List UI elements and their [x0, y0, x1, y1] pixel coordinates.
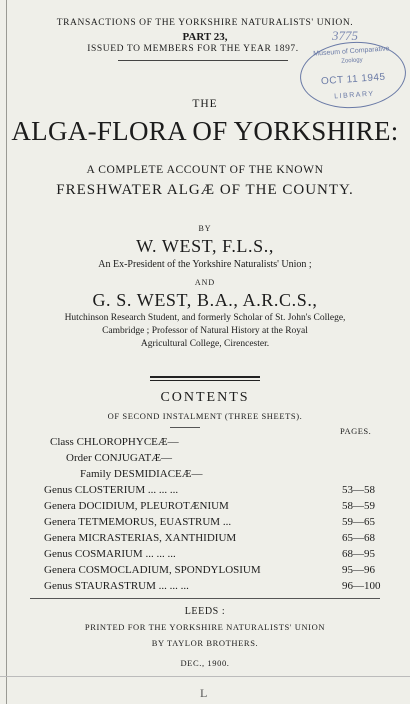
- stamp-date: OCT 11 1945: [320, 71, 386, 88]
- header-rule: [118, 60, 288, 61]
- entry-pages: 53—58: [342, 484, 375, 496]
- author2-desc-line2: Cambridge ; Professor of Natural History at the Royal: [102, 326, 308, 336]
- subtitle-line1: A COMPLETE ACCOUNT OF THE KNOWN: [86, 164, 324, 176]
- order-line: Order CONJUGATÆ—: [66, 452, 173, 464]
- class-line: Class CHLOROPHYCEÆ—: [50, 436, 179, 448]
- series-line: TRANSACTIONS OF THE YORKSHIRE NATURALISTS' UNION.: [56, 18, 354, 28]
- part-number: PART 23,: [182, 31, 228, 43]
- entry-pages: 58—59: [342, 500, 375, 512]
- main-title: ALGA-FLORA OF YORKSHIRE:: [11, 116, 399, 146]
- bottom-rule: [0, 676, 410, 677]
- entry-label: Genera DOCIDIUM, PLEUROTÆNIUM: [44, 500, 229, 512]
- imprint-printed-for: PRINTED FOR THE YORKSHIRE NATURALISTS' UNION: [84, 622, 326, 632]
- entry-label: Genera MICRASTERIAS, XANTHIDIUM: [44, 532, 237, 544]
- and-label: AND: [194, 278, 216, 287]
- section-rule-top: [150, 376, 260, 378]
- entry-pages: 59—65: [342, 516, 375, 528]
- entry-label: Genera COSMOCLADIUM, SPONDYLOSIUM: [44, 564, 261, 576]
- footer-mark: L: [200, 686, 208, 700]
- entry-pages: 96—100: [342, 580, 381, 592]
- by-label: BY: [198, 224, 212, 233]
- section-rule-bottom: [150, 380, 260, 381]
- contents-heading: CONTENTS: [160, 390, 250, 405]
- author2-desc-line3: Agricultural College, Cirencester.: [140, 339, 270, 349]
- pages-column-label: PAGES.: [340, 426, 372, 436]
- imprint-printer: BY TAYLOR BROTHERS.: [151, 638, 259, 648]
- author2-desc-line1: Hutchinson Research Student, and formerly Scholar of St. John's College,: [64, 313, 346, 323]
- imprint-date: DEC., 1900.: [180, 658, 230, 668]
- entry-pages: 95—96: [342, 564, 375, 576]
- family-line: Family DESMIDIACEÆ—: [80, 468, 203, 480]
- entry-label: Genera TETMEMORUS, EUASTRUM ...: [44, 516, 232, 528]
- subtitle-line2: FRESHWATER ALGÆ OF THE COUNTY.: [56, 182, 354, 198]
- title-the: THE: [192, 98, 218, 110]
- stamp-line1: Museum of Comparative: [313, 45, 390, 58]
- entry-label: Genus COSMARIUM ... ... ...: [44, 548, 176, 560]
- handwritten-accession-number: 3775: [332, 28, 358, 43]
- entry-pages: 68—95: [342, 548, 375, 560]
- imprint-rule: [30, 598, 380, 599]
- author1-name: W. WEST, F.L.S.,: [136, 236, 274, 256]
- contents-subheading: OF SECOND INSTALMENT (THREE SHEETS).: [107, 411, 303, 421]
- author2-name: G. S. WEST, B.A., A.R.C.S.,: [92, 290, 318, 310]
- stamp-line3: LIBRARY: [334, 90, 375, 101]
- stamp-line2: Zoology: [341, 57, 363, 65]
- author1-description: An Ex-President of the Yorkshire Naturalists' Union ;: [98, 259, 312, 270]
- contents-short-rule: [170, 427, 200, 428]
- entry-label: Genus STAURASTRUM ... ... ...: [44, 580, 189, 592]
- imprint-place: LEEDS :: [184, 606, 226, 617]
- entry-label: Genus CLOSTERIUM ... ... ...: [44, 484, 179, 496]
- entry-pages: 65—68: [342, 532, 375, 544]
- issued-line: ISSUED TO MEMBERS FOR THE YEAR 1897.: [87, 44, 299, 54]
